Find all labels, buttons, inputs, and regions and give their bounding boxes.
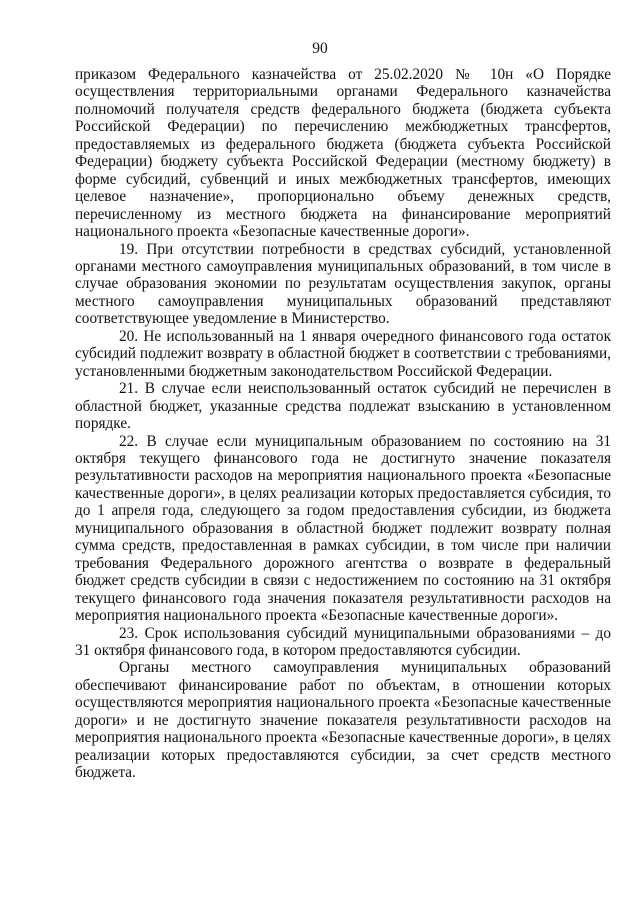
paragraph-19: 19. При отсутствии потребности в средствах субсидий, установленной органами местного самоуправления муниципальных образований, в том числе в случае образования экономии по результатам осуществления закупок, органы местного самоуправления муниципальных образований представляют соответствующее уведомление в Министерство. [75,240,611,328]
paragraph-23: 23. Срок использования субсидий муниципальными образованиями – до 31 октября финансового года, в котором предоставляются субсидии. [75,624,611,659]
paragraph-21: 21. В случае если неиспользованный остаток субсидий не перечислен в областной бюджет, указанные средства подлежат взысканию в установленном порядке. [75,380,611,433]
paragraph-20: 20. Не использованный на 1 января очередного финансового года остаток субсидий подлежит возврату в областной бюджет в соответствии с требованиями, установленными бюджетным законодательством Российской Федерации. [75,327,611,380]
paragraph-22: 22. В случае если муниципальным образованием по состоянию на 31 октября текущего финансового года не достигнуто значение показателя результативности расходов на мероприятия национального проекта «Безопасные качественные дороги», в целях реализации которых предоставляется субсидия, то до 1 апреля года, следующего за годом предоставления субсидии, из бюджета муниципального образования в областной бюджет подлежит возврату полная сумма средств, предоставленная в рамках субсидии, в том числе при наличии требования Федерального дорожного агентства о возврате в федеральный бюджет средств субсидии в связи с недостижением по состоянию на 31 октября текущего финансового года значения показателя результативности расходов на мероприятия национального проекта «Безопасные качественные дороги». [75,432,611,625]
document-body [75,66,611,782]
paragraph-local-authorities: Органы местного самоуправления муниципальных образований обеспечивают финансирование работ по объектам, в отношении которых осуществляются мероприятия национального проекта «Безопасные качественные дороги» и не достигнуто значение показателя результативности расходов на мероприятия национального проекта «Безопасные качественные дороги», в целях реализации которых предоставляются субсидии, за счет средств местного бюджета. [75,659,611,782]
paragraph-continuation: приказом Федерального казначейства от 25.02.2020 № 10н «О Порядке осуществления территориальными органами Федерального казначейства полномочий получателя средств федерального бюджета (бюджета субъекта Российской Федерации) по перечислению межбюджетных трансфертов, предоставляемых из федерального бюджета (бюджета субъекта Российской Федерации) бюджету субъекта Российской Федерации (местному бюджету) в форме субсидий, субвенций и иных межбюджетных трансфертов, имеющих целевое назначение», пропорционально объему денежных средств, перечисленному из местного бюджета на финансирование мероприятий национального проекта «Безопасные качественные дороги». [75,66,611,241]
page-number: 90 [312,40,328,57]
